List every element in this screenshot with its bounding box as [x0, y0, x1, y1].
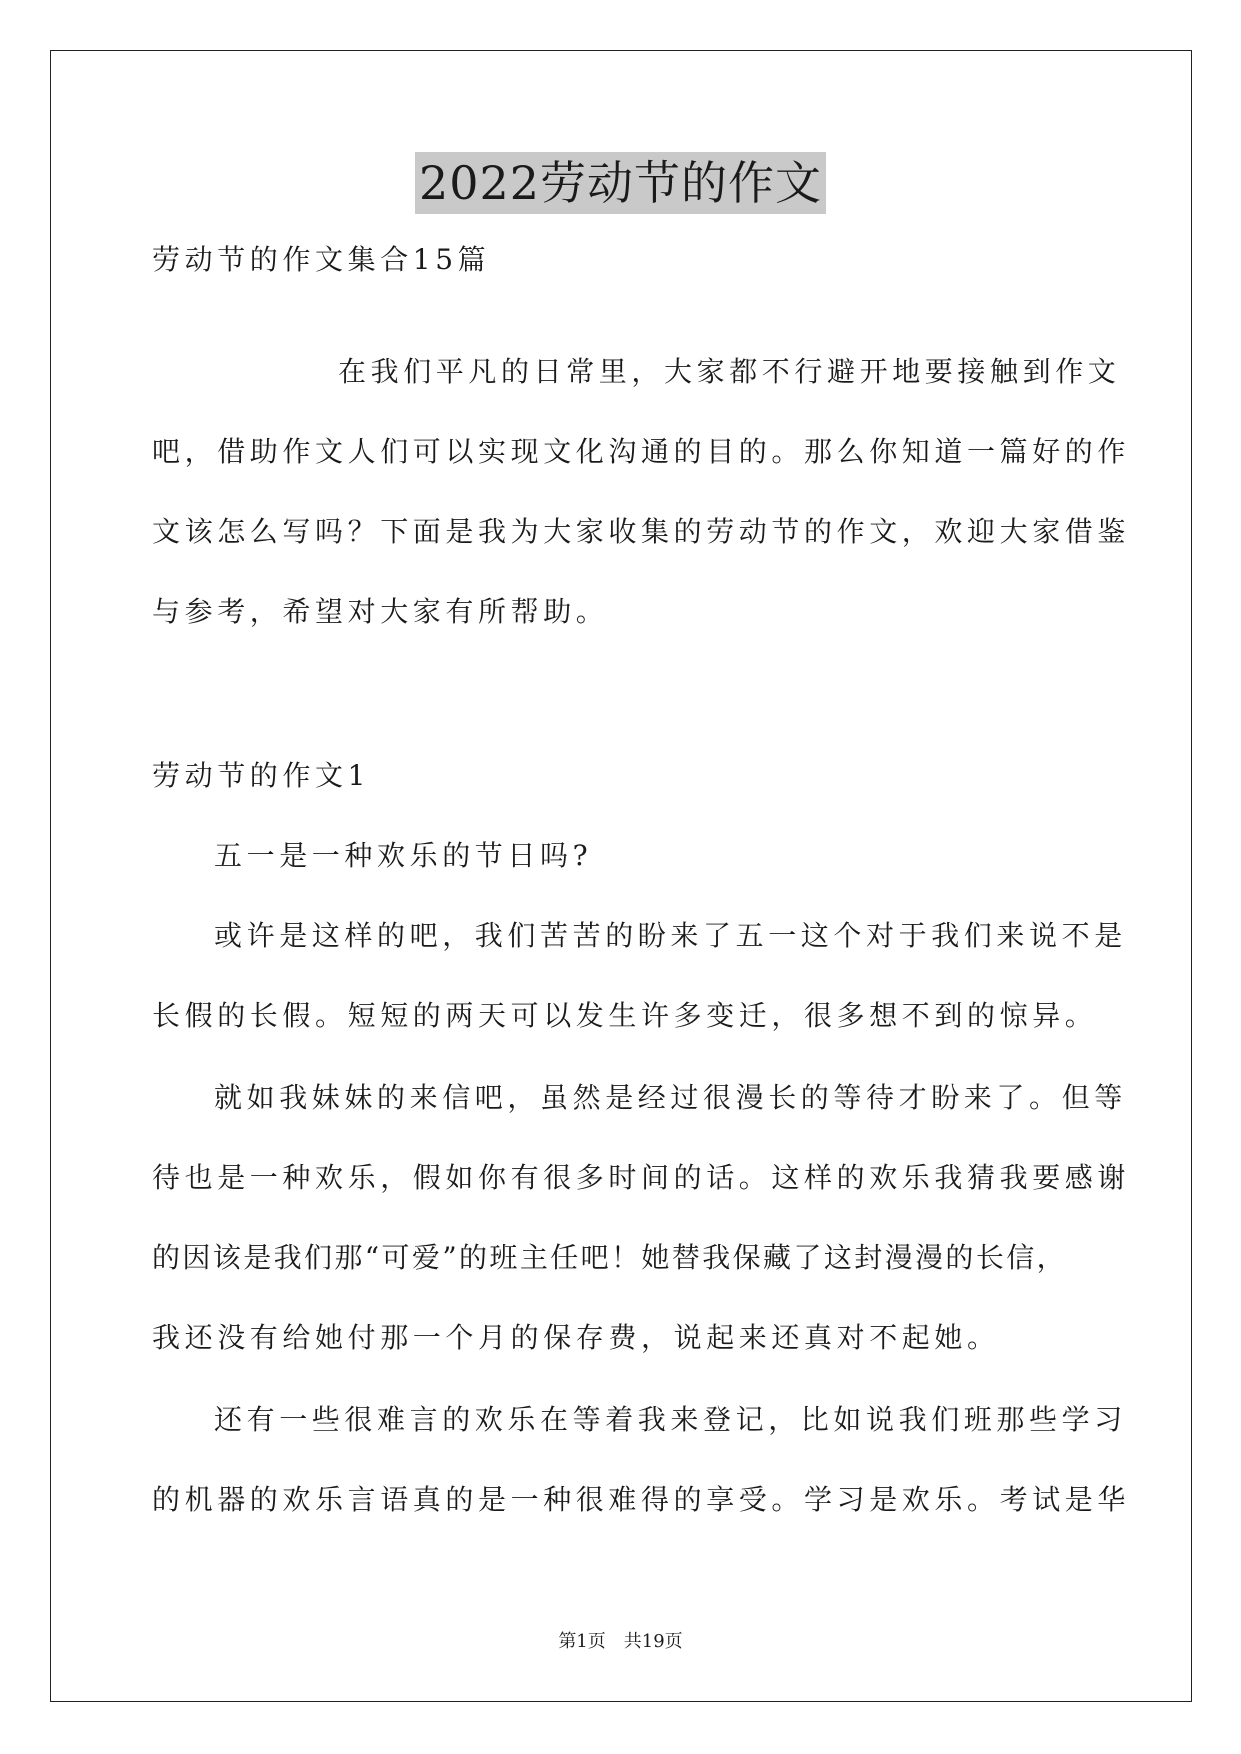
paragraph-line: 的机器的欢乐言语真的是一种很难得的享受。学习是欢乐。考试是华 [152, 1483, 1131, 1516]
paragraph-line: 的因该是我们那“可爱”的班主任吧！她替我保藏了这封漫漫的长信， [152, 1241, 1068, 1274]
paragraph-line: 待也是一种欢乐，假如你有很多时间的话。这样的欢乐我猜我要感谢 [152, 1161, 1131, 1194]
document-title: 2022劳动节的作文 [415, 152, 826, 214]
title-container [0, 152, 1241, 214]
subtitle: 劳动节的作文集合15篇 [152, 243, 491, 276]
paragraph-line: 就如我妹妹的来信吧，虽然是经过很漫长的等待才盼来了。但等 [214, 1081, 1127, 1114]
paragraph-line: 五一是一种欢乐的节日吗? [214, 839, 593, 872]
intro-line: 文该怎么写吗？下面是我为大家收集的劳动节的作文，欢迎大家借鉴 [152, 515, 1131, 548]
paragraph-line: 或许是这样的吧，我们苦苦的盼来了五一这个对于我们来说不是 [214, 919, 1127, 952]
page-number: 第1页 [558, 1631, 606, 1652]
intro-line: 与参考，希望对大家有所帮助。 [152, 595, 609, 628]
section-heading: 劳动节的作文1 [152, 759, 371, 792]
page-footer [0, 1630, 1241, 1654]
page-border [50, 50, 1192, 1702]
intro-line: 吧，借助作文人们可以实现文化沟通的目的。那么你知道一篇好的作 [152, 435, 1131, 468]
paragraph-line: 我还没有给她付那一个月的保存费，说起来还真对不起她。 [152, 1321, 1000, 1354]
intro-line: 在我们平凡的日常里，大家都不行避开地要接触到作文 [338, 355, 1121, 388]
page-total: 共19页 [623, 1631, 683, 1652]
paragraph-line: 还有一些很难言的欢乐在等着我来登记，比如说我们班那些学习 [214, 1403, 1127, 1436]
paragraph-line: 长假的长假。短短的两天可以发生许多变迁，很多想不到的惊异。 [152, 999, 1098, 1032]
